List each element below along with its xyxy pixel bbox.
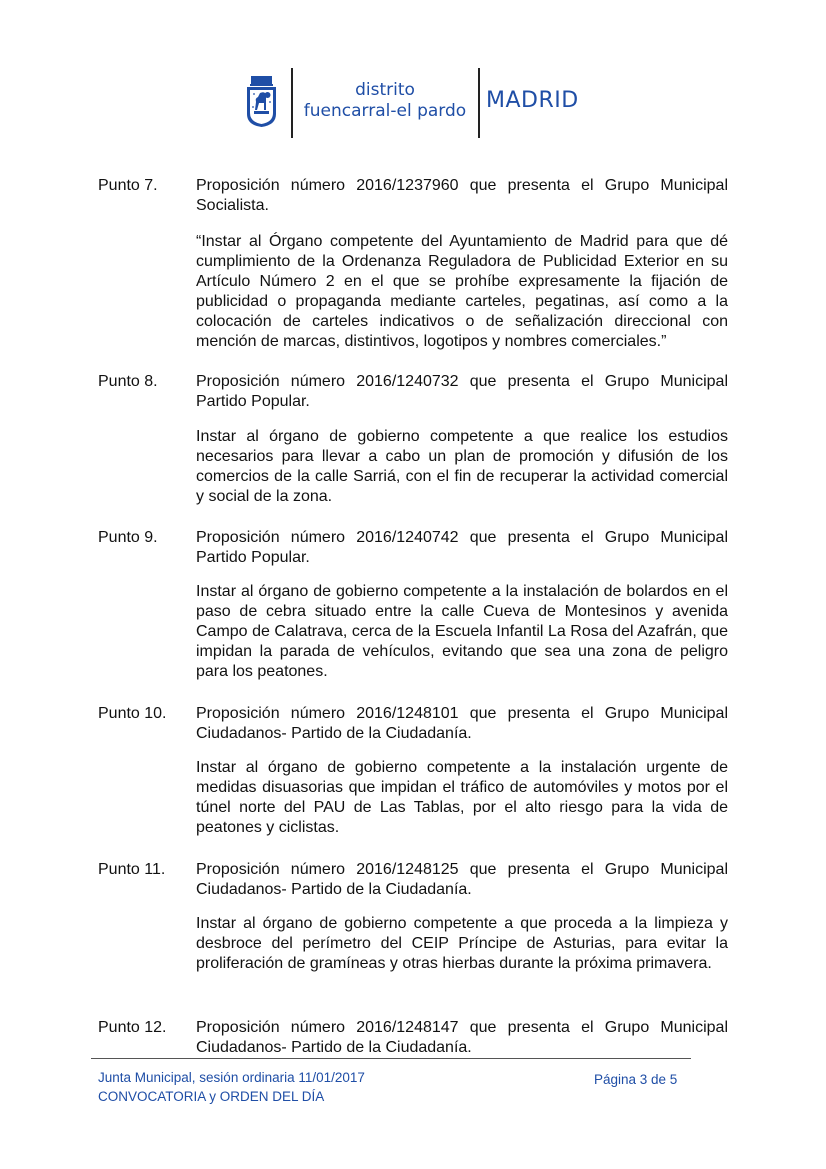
agenda-item-label: Punto 9. xyxy=(98,529,158,546)
footer-session-line: Junta Municipal, sesión ordinaria 11/01/2017 xyxy=(98,1070,365,1085)
agenda-item-title: Proposición número 2016/1240742 que presenta el Grupo Municipal Partido Popular. xyxy=(196,529,728,566)
footer-session-info xyxy=(98,1068,365,1106)
madrid-coat-of-arms-icon xyxy=(245,76,278,128)
agenda-item-label: Punto 10. xyxy=(98,705,167,722)
agenda-item-body: “Instar al Órgano competente del Ayuntamiento de Madrid para que dé cumplimiento de la Ordenanza Reguladora de Publicidad Exterior en su Artículo Número 2 en el que se prohíbe expresamente la fijación de publicidad o propaganda mediante carteles, pegatinas, así como a la colocación de carteles indicativos o de señalización direccional con mención de marcas, distintivos, logotipos y nombres comerciales.” xyxy=(196,233,728,350)
agenda-item-title: Proposición número 2016/1240732 que presenta el Grupo Municipal Partido Popular. xyxy=(196,373,728,410)
agenda-item-body: Instar al órgano de gobierno competente a que proceda a la limpieza y desbroce del perímetro del CEIP Príncipe de Asturias, para evitar la proliferación de gramíneas y otras hierbas durante la próxima primavera. xyxy=(196,915,728,972)
district-line-1: distrito xyxy=(355,80,415,100)
footer-divider xyxy=(91,1058,691,1059)
agenda-item-label: Punto 8. xyxy=(98,373,158,390)
agenda-item-title: Proposición número 2016/1248125 que presenta el Grupo Municipal Ciudadanos- Partido de la Ciudadanía. xyxy=(196,861,728,898)
page-header xyxy=(0,68,826,140)
district-name xyxy=(292,80,478,122)
agenda-item-body: Instar al órgano de gobierno competente a que realice los estudios necesarios para llevar a cabo un plan de promoción y difusión de los comercios de la calle Sarriá, con el fin de recuperar la actividad comercial y social de la zona. xyxy=(196,428,728,505)
agenda-item-label: Punto 11. xyxy=(98,861,166,878)
agenda-item-title: Proposición número 2016/1248101 que presenta el Grupo Municipal Ciudadanos- Partido de la Ciudadanía. xyxy=(196,705,728,742)
agenda-item-body: Instar al órgano de gobierno competente a la instalación urgente de medidas disuasorias que impidan el tráfico de automóviles y motos por el túnel norte del PAU de Las Tablas, por el alto riesgo para la vida de peatones y ciclistas. xyxy=(196,759,728,836)
agenda-item-label: Punto 12. xyxy=(98,1019,167,1036)
district-line-2: fuencarral-el pardo xyxy=(303,101,467,121)
footer-document-type: CONVOCATORIA y ORDEN DEL DÍA xyxy=(98,1089,325,1104)
page-number: Página 3 de 5 xyxy=(594,1072,678,1087)
agenda-item-title: Proposición número 2016/1248147 que presenta el Grupo Municipal Ciudadanos- Partido de la Ciudadanía. xyxy=(196,1019,728,1056)
header-divider xyxy=(478,68,480,138)
agenda-item-label: Punto 7. xyxy=(98,177,158,194)
agenda-item-title: Proposición número 2016/1237960 que presenta el Grupo Municipal Socialista. xyxy=(196,177,728,214)
agenda-item-body: Instar al órgano de gobierno competente a la instalación de bolardos en el paso de cebra situado entre la calle Cueva de Montesinos y avenida Campo de Calatrava, cerca de la Escuela Infantil La Rosa del Azafrán, que impidan la parada de vehículos, evitando que sea una zona de peligro para los peatones. xyxy=(196,583,728,680)
city-name: MADRID xyxy=(486,88,579,113)
